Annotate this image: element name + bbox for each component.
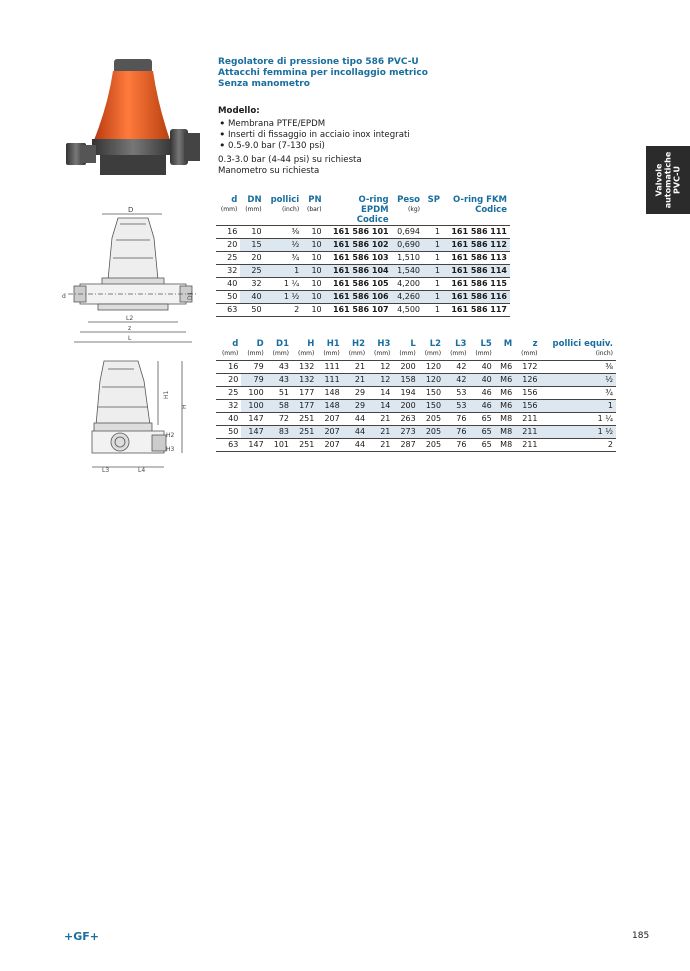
table-cell: 161 586 111 <box>451 227 507 236</box>
table-row <box>216 426 616 439</box>
table-row <box>216 413 616 426</box>
col-unit: (mm) <box>247 350 264 357</box>
col-header: PN (bar) <box>306 195 322 213</box>
front-view-drawing <box>58 200 208 350</box>
dim-label-d: d <box>62 293 66 300</box>
model-description <box>218 106 538 177</box>
table-cell: 251 <box>299 440 315 449</box>
side-view-drawing <box>58 355 208 480</box>
table-cell: 20 <box>251 253 262 262</box>
table-cell: M8 <box>500 440 513 449</box>
table-cell: 32 <box>251 279 262 288</box>
table-cell: 65 <box>481 414 492 423</box>
table-cell: 147 <box>248 414 264 423</box>
model-bullet: • Membrana PTFE/EPDM <box>218 119 538 130</box>
dim-label-L3: L3 <box>102 467 110 474</box>
section-side-tab <box>646 146 690 214</box>
table-cell: 44 <box>343 426 368 439</box>
table-cell: 83 <box>267 426 292 439</box>
table-cell: 211 <box>515 426 540 439</box>
table-cell: 1 ¼ <box>597 414 613 423</box>
table-cell: 1 ½ <box>541 426 616 439</box>
table-cell: 120 <box>419 374 444 387</box>
col-unit: (mm) <box>424 350 442 357</box>
col-header: H2 <box>352 339 366 349</box>
dim-label-L4: L4 <box>138 467 146 474</box>
col-header: H1 <box>326 339 340 349</box>
col-unit: (mm) <box>521 350 538 357</box>
product-heading <box>218 57 538 90</box>
table-cell: 50 <box>227 292 238 301</box>
table-cell: 158 <box>393 374 418 387</box>
table-cell: 65 <box>481 440 492 449</box>
col-unit: (mm) <box>221 350 239 357</box>
table-cell: 72 <box>278 414 290 423</box>
table-cell: ⅜ <box>291 227 300 236</box>
table-cell: 21 <box>380 440 391 449</box>
page-number: 185 <box>632 931 650 941</box>
table-row <box>216 239 510 252</box>
table-cell: 4,200 <box>397 279 420 288</box>
heading-line-3: Senza manometro <box>218 79 310 89</box>
table-cell: 50 <box>251 305 262 314</box>
table-row <box>216 304 510 317</box>
table-cell: 40 <box>469 374 494 387</box>
table-cell: 211 <box>522 440 538 449</box>
table-cell: 53 <box>456 388 467 397</box>
col-unit: (mm) <box>348 350 366 357</box>
model-bullet: • 0.5-9.0 bar (7-130 psi) <box>218 141 538 152</box>
table-cell: 1 ½ <box>265 291 303 304</box>
table-cell: 10 <box>302 291 324 304</box>
table-cell: ¾ <box>605 388 613 397</box>
table-cell: 101 <box>273 440 290 449</box>
table-cell: 161 586 113 <box>451 253 507 262</box>
dim-label-H2: H2 <box>166 432 175 439</box>
dim-label-L2: L2 <box>126 315 134 322</box>
table-row <box>216 400 616 413</box>
table-cell: 53 <box>444 400 469 413</box>
table-cell: 207 <box>324 440 340 449</box>
table-cell: M6 <box>500 362 513 371</box>
table-cell: 46 <box>481 388 492 397</box>
table-cell: 0,694 <box>397 227 420 236</box>
table-cell: 10 <box>311 253 322 262</box>
table-cell: 1 <box>434 253 440 262</box>
table-cell: 10 <box>311 279 322 288</box>
table-cell: 161 586 101 <box>332 227 389 236</box>
table-cell: 100 <box>241 400 266 413</box>
dim-label-z: z <box>128 325 132 332</box>
table-cell: 2 <box>294 305 300 314</box>
table-cell: 156 <box>522 388 538 397</box>
col-unit: (mm) <box>323 350 340 357</box>
table-cell: 29 <box>343 400 368 413</box>
model-note: Manometro su richiesta <box>218 166 320 176</box>
table-cell: 161 586 103 <box>332 253 389 262</box>
table-row <box>216 374 616 387</box>
heading-line-2: Attacchi femmina per incollaggio metrico <box>218 68 428 78</box>
col-header: d <box>232 339 239 349</box>
table-cell: 205 <box>419 426 444 439</box>
table-cell: 205 <box>425 440 442 449</box>
table-row <box>216 439 616 452</box>
table-cell: 40 <box>227 279 238 288</box>
table-cell: 25 <box>228 388 239 397</box>
table-cell: 16 <box>227 227 238 236</box>
table-cell: 32 <box>228 401 239 410</box>
table-cell: 0,690 <box>392 239 423 252</box>
table-cell: 16 <box>228 362 239 371</box>
table-cell: 1 ¼ <box>283 279 300 288</box>
table-cell: 1 <box>265 265 303 278</box>
col-unit: (mm) <box>272 350 290 357</box>
side-tab-line: PVC-U <box>672 166 682 194</box>
table-cell: 50 <box>228 427 239 436</box>
table-cell: 4,260 <box>392 291 423 304</box>
col-header: pollici (inch) <box>270 195 300 213</box>
table-cell: 79 <box>253 362 264 371</box>
table-cell: 51 <box>278 388 290 397</box>
table-cell: 12 <box>380 362 391 371</box>
table-cell: 10 <box>302 239 324 252</box>
table-cell: 43 <box>278 362 290 371</box>
table-cell: 43 <box>267 374 292 387</box>
table-row <box>216 361 616 374</box>
table-cell: 32 <box>227 266 238 275</box>
col-header: D1 <box>276 339 290 349</box>
model-bullet: • Inserti di fissaggio in acciaio inox integrati <box>218 130 538 141</box>
table-row <box>216 252 510 265</box>
dim-label-H3: H3 <box>166 446 175 453</box>
table-row <box>216 387 616 400</box>
table-cell: ½ <box>265 239 303 252</box>
table-cell: 207 <box>324 414 340 423</box>
table-cell: 25 <box>240 265 264 278</box>
table-cell: 147 <box>248 440 264 449</box>
col-header: z <box>532 339 538 349</box>
table-cell: 65 <box>469 426 494 439</box>
model-label: Modello: <box>218 106 260 116</box>
table-row <box>216 278 510 291</box>
col-header: L <box>410 339 416 349</box>
col-unit: (mm) <box>298 350 315 357</box>
table-cell: 14 <box>368 400 393 413</box>
table-cell: 1 <box>423 265 443 278</box>
dimensions-table <box>216 339 616 452</box>
table-cell: 251 <box>299 414 315 423</box>
table-cell: 150 <box>419 400 444 413</box>
table-cell: 1 <box>434 227 440 236</box>
table-cell: 46 <box>469 400 494 413</box>
table-cell: 58 <box>267 400 292 413</box>
table-cell: 1 <box>434 305 440 314</box>
side-tab-line: Valvole <box>654 163 664 197</box>
col-header: O-ring EPDM Codice <box>356 195 389 225</box>
col-unit: (inch) <box>595 350 613 357</box>
table-cell: 194 <box>400 388 416 397</box>
table-cell: 79 <box>241 374 266 387</box>
col-header: L3 <box>455 339 467 349</box>
table-cell: 161 586 112 <box>443 239 510 252</box>
table-cell: 10 <box>302 265 324 278</box>
col-header: pollici equiv. <box>552 339 613 349</box>
product-photo <box>58 55 208 185</box>
table-cell: 161 586 107 <box>332 305 389 314</box>
table-cell: 21 <box>368 426 393 439</box>
table-cell: 12 <box>368 374 393 387</box>
table-cell: 63 <box>228 440 239 449</box>
table-cell: 156 <box>515 400 540 413</box>
table-cell: 161 586 106 <box>325 291 392 304</box>
col-unit: (mm) <box>399 350 416 357</box>
table-cell: M8 <box>500 414 513 423</box>
table-cell: 1 <box>423 291 443 304</box>
table-cell: 161 586 117 <box>451 305 507 314</box>
table-cell: 161 586 116 <box>443 291 510 304</box>
table-cell: 100 <box>248 388 264 397</box>
table-cell: 44 <box>354 414 366 423</box>
table-cell: M6 <box>500 388 513 397</box>
gf-logo: +GF+ <box>64 930 99 943</box>
table-cell: 21 <box>343 374 368 387</box>
col-header: DN (mm) <box>245 195 262 213</box>
table-cell: 126 <box>515 374 540 387</box>
table-cell: 207 <box>317 426 342 439</box>
table-cell: 40 <box>240 291 264 304</box>
table-cell: 14 <box>380 388 391 397</box>
table-cell: 2 <box>607 440 613 449</box>
table-cell: 21 <box>354 362 366 371</box>
col-header: SP <box>427 195 440 205</box>
table-cell: 161 586 105 <box>332 279 389 288</box>
side-tab-line: automatiche <box>663 151 673 209</box>
table-cell: 273 <box>393 426 418 439</box>
table-cell: 251 <box>292 426 317 439</box>
table-cell: 148 <box>324 388 340 397</box>
table-cell: M6 <box>495 374 515 387</box>
col-header: D <box>256 339 264 349</box>
table-cell: 40 <box>228 414 239 423</box>
table-cell: ¾ <box>291 253 300 262</box>
heading-line-1: Regolatore di pressione tipo 586 PVC-U <box>218 57 419 67</box>
table-cell: 111 <box>324 362 340 371</box>
table-cell: 177 <box>292 400 317 413</box>
table-cell: 63 <box>227 305 238 314</box>
table-row <box>216 265 510 278</box>
table-cell: 25 <box>227 253 238 262</box>
col-header: L2 <box>429 339 442 349</box>
table-cell: 76 <box>456 414 467 423</box>
table-cell: 44 <box>354 440 366 449</box>
table-cell: 4,500 <box>397 305 420 314</box>
table-cell: 205 <box>425 414 442 423</box>
table-row <box>216 226 510 239</box>
table-cell: 1 <box>434 279 440 288</box>
table-row <box>216 291 510 304</box>
model-note: 0.3-3.0 bar (4-44 psi) su richiesta <box>218 155 362 165</box>
col-header: M <box>503 339 513 349</box>
table-cell: 1 <box>423 239 443 252</box>
table-cell: 29 <box>354 388 366 397</box>
table-cell: 42 <box>444 374 469 387</box>
table-cell: 1 <box>541 400 616 413</box>
order-codes-table <box>216 195 510 317</box>
table-cell: 10 <box>311 227 322 236</box>
table-cell: ⅜ <box>605 362 613 371</box>
col-header: L5 <box>480 339 492 349</box>
table-cell: 177 <box>299 388 315 397</box>
table-cell: 161 586 102 <box>325 239 392 252</box>
table-cell: 15 <box>240 239 264 252</box>
table-cell: 120 <box>425 362 442 371</box>
table-cell: 76 <box>456 440 467 449</box>
table-cell: 148 <box>317 400 342 413</box>
col-unit <box>495 349 515 361</box>
table-cell: 150 <box>425 388 442 397</box>
table-cell: 20 <box>228 375 239 384</box>
table-cell: 1,510 <box>397 253 420 262</box>
table-cell: 287 <box>400 440 416 449</box>
dim-label-L: L <box>128 335 132 342</box>
table-cell: 147 <box>241 426 266 439</box>
table-cell: ½ <box>541 374 616 387</box>
table-cell: 42 <box>456 362 467 371</box>
table-cell: 20 <box>227 240 238 249</box>
col-unit: (mm) <box>374 350 391 357</box>
table-cell: 200 <box>400 362 416 371</box>
col-header: d (mm) <box>220 195 238 213</box>
col-header: H <box>307 339 315 349</box>
col-header: H3 <box>377 339 391 349</box>
col-unit: (mm) <box>450 350 467 357</box>
table-cell: 200 <box>393 400 418 413</box>
table-cell: 161 586 114 <box>443 265 510 278</box>
table-cell: 211 <box>522 414 538 423</box>
col-header: O-ring FKM Codice <box>453 195 507 215</box>
table-cell: 132 <box>299 362 315 371</box>
table-cell: 10 <box>311 305 322 314</box>
table-cell: M6 <box>495 400 515 413</box>
table-cell: 132 <box>292 374 317 387</box>
table-cell: 40 <box>481 362 492 371</box>
dim-label-D: D <box>128 206 134 214</box>
table-cell: 10 <box>251 227 262 236</box>
table-cell: 21 <box>380 414 391 423</box>
table-cell: 1,540 <box>392 265 423 278</box>
col-header: Peso (kg) <box>397 195 420 213</box>
dim-label-D1: D1 <box>187 291 194 300</box>
dim-label-H: H <box>181 404 188 409</box>
table-cell: 263 <box>400 414 416 423</box>
table-cell: 172 <box>522 362 538 371</box>
table-cell: 76 <box>444 426 469 439</box>
table-cell: 161 586 115 <box>451 279 507 288</box>
table-cell: M8 <box>495 426 515 439</box>
table-cell: 111 <box>317 374 342 387</box>
table-cell: 161 586 104 <box>325 265 392 278</box>
model-bullet-list <box>218 119 538 152</box>
dim-label-H1: H1 <box>163 390 170 399</box>
col-unit: (mm) <box>475 350 492 357</box>
